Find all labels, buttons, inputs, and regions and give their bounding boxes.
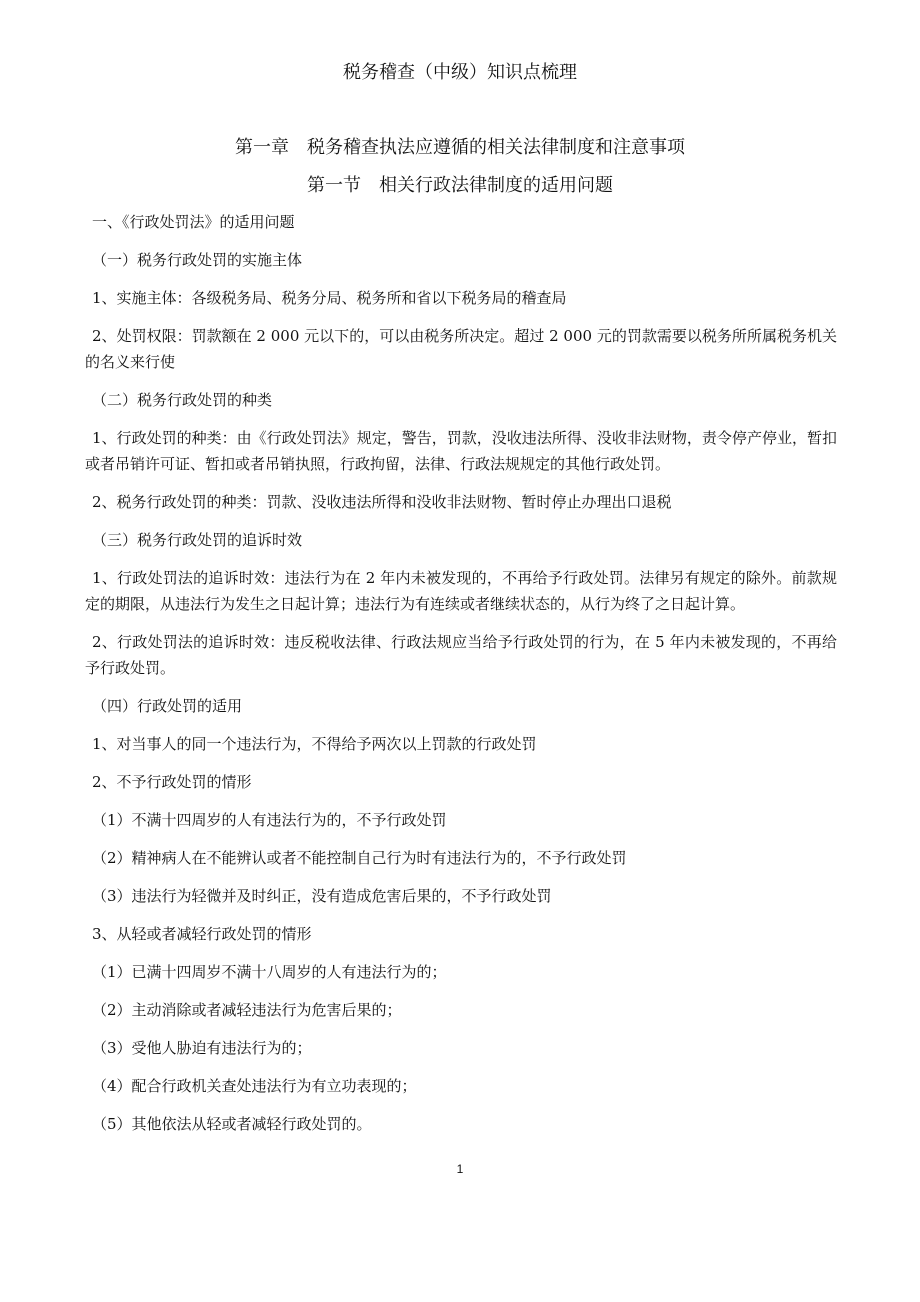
paragraph: 2、行政处罚法的追诉时效：违反税收法律、行政法规应当给予行政处罚的行为，在 5 年内未被发现的，不再给予行政处罚。 <box>85 633 837 677</box>
paragraph: 1、行政处罚法的追诉时效：违法行为在 2 年内未被发现的，不再给予行政处罚。法律另有规定的除外。前款规定的期限，从违法行为发生之日起计算；违法行为有连续或者继续状态的，从行为终了之日起计算。 <box>85 569 837 613</box>
list-item: （2）主动消除或者减轻违法行为危害后果的； <box>92 1001 402 1019</box>
subheading-4: （四）行政处罚的适用 <box>92 697 243 715</box>
paragraph: 1、行政处罚的种类：由《行政处罚法》规定，警告，罚款，没收违法所得、没收非法财物，责令停产停业，暂扣或者吊销许可证、暂扣或者吊销执照，行政拘留，法律、行政法规规定的其他行政处罚。 <box>85 429 837 473</box>
subheading-1: （一）税务行政处罚的实施主体 <box>92 251 303 269</box>
paragraph: 1、实施主体：各级税务局、税务分局、税务所和省以下税务局的稽查局 <box>92 289 567 307</box>
list-item: （1）已满十四周岁不满十八周岁的人有违法行为的； <box>92 963 447 981</box>
paragraph: 2、处罚权限：罚款额在 2 000 元以下的，可以由税务所决定。超过 2 000 元的罚款需要以税务所所属税务机关的名义来行使 <box>85 327 837 371</box>
paragraph: 2、税务行政处罚的种类：罚款、没收违法所得和没收非法财物、暂时停止办理出口退税 <box>92 493 672 511</box>
paragraph: 2、不予行政处罚的情形 <box>92 773 252 791</box>
subheading-3: （三）税务行政处罚的追诉时效 <box>92 531 303 549</box>
page-number: 1 <box>456 1162 464 1176</box>
document-body <box>85 209 837 1149</box>
list-item: （4）配合行政机关查处违法行为有立功表现的； <box>92 1077 417 1095</box>
section-heading: 第一节 相关行政法律制度的适用问题 <box>307 175 613 196</box>
list-item: （2）精神病人在不能辨认或者不能控制自己行为时有违法行为的，不予行政处罚 <box>92 849 627 867</box>
list-item: （1）不满十四周岁的人有违法行为的，不予行政处罚 <box>92 811 447 829</box>
subheading-2: （二）税务行政处罚的种类 <box>92 391 273 409</box>
heading-part-one: 一、《行政处罚法》的适用问题 <box>92 213 295 231</box>
paragraph: 1、对当事人的同一个违法行为，不得给予两次以上罚款的行政处罚 <box>92 735 537 753</box>
list-item: （5）其他依法从轻或者减轻行政处罚的。 <box>92 1115 372 1133</box>
paragraph: 3、从轻或者减轻行政处罚的情形 <box>92 925 312 943</box>
document-title: 税务稽查（中级）知识点梳理 <box>343 62 577 83</box>
list-item: （3）违法行为轻微并及时纠正，没有造成危害后果的，不予行政处罚 <box>92 887 552 905</box>
list-item: （3）受他人胁迫有违法行为的； <box>92 1039 312 1057</box>
chapter-heading: 第一章 税务稽查执法应遵循的相关法律制度和注意事项 <box>235 137 685 158</box>
